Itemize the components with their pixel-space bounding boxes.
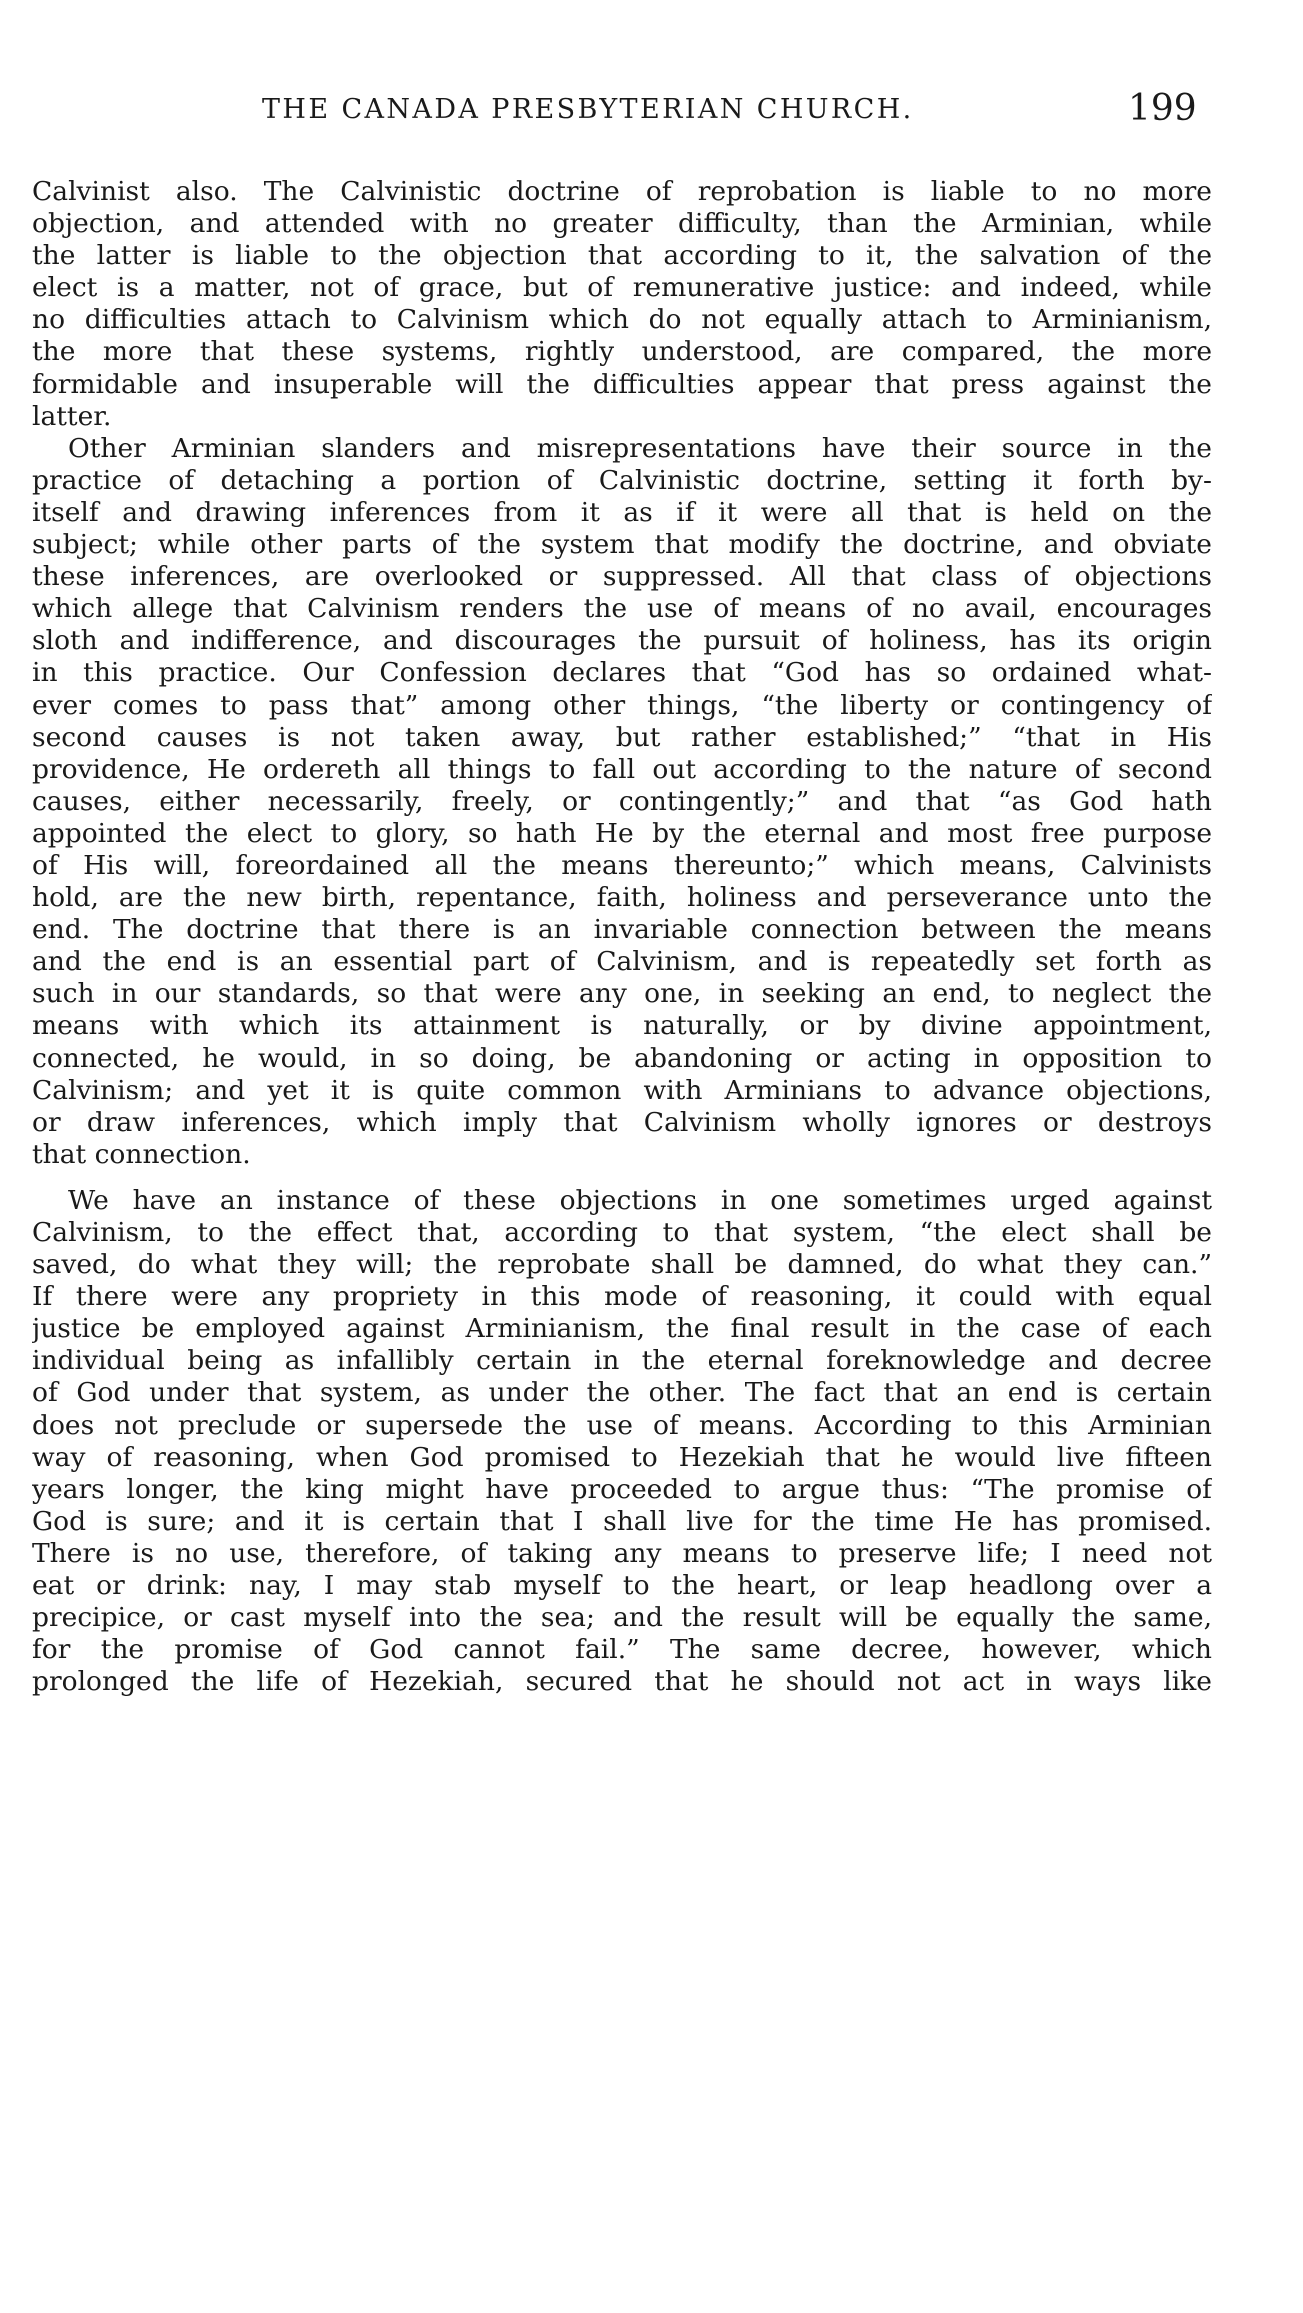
text-line: elect is a matter, not of grace, but of remunerative justice: and indeed, while xyxy=(32,272,1212,304)
text-line: practice of detaching a portion of Calvinistic doctrine, setting it forth by- xyxy=(32,464,1212,496)
text-line: these inferences, are overlooked or suppressed. All that class of objections xyxy=(32,561,1212,593)
page-number: 199 xyxy=(1128,88,1197,129)
text-line: If there were any propriety in this mode of reasoning, it could with equal xyxy=(32,1281,1212,1313)
paragraph-gap xyxy=(32,1171,1212,1185)
text-line: objection, and attended with no greater difficulty, than the Arminian, while xyxy=(32,208,1212,240)
text-line: does not preclude or supersede the use of means. According to this Arminian xyxy=(32,1409,1212,1441)
text-line: We have an instance of these objections in one sometimes urged against xyxy=(68,1184,1212,1216)
text-line: appointed the elect to glory, so hath He by the eternal and most free purpose xyxy=(32,817,1212,849)
text-line: the more that these systems, rightly understood, are compared, the more xyxy=(32,336,1212,368)
text-line: precipice, or cast myself into the sea; and the result will be equally the same, xyxy=(32,1602,1212,1634)
text-line: and the end is an essential part of Calvinism, and is repeatedly set forth as xyxy=(32,946,1212,978)
text-line: Calvinist also. The Calvinistic doctrine of reprobation is liable to no more xyxy=(32,176,1212,207)
text-line: There is no use, therefore, of taking any means to preserve life; I need not xyxy=(32,1537,1212,1569)
text-line: which allege that Calvinism renders the use of means of no avail, encourages xyxy=(32,593,1212,625)
body-text xyxy=(32,176,1212,1698)
text-line: causes, either necessarily, freely, or contingently;” and that “as God hath xyxy=(32,785,1212,817)
text-line: end. The doctrine that there is an invariable connection between the means xyxy=(32,914,1212,946)
paragraph-3 xyxy=(32,1185,1212,1699)
text-line: providence, He ordereth all things to fall out according to the nature of second xyxy=(32,753,1212,785)
running-head xyxy=(0,88,1303,138)
text-line: no difficulties attach to Calvinism which do not equally attach to Arminianism, xyxy=(32,304,1212,336)
text-line: individual being as infallibly certain in the eternal foreknowledge and decree xyxy=(32,1345,1212,1377)
text-line: that connection. xyxy=(32,1138,251,1170)
paragraph-1 xyxy=(32,176,1212,433)
text-line: of His will, foreordained all the means thereunto;” which means, Calvinists xyxy=(32,849,1212,881)
text-line: in this practice. Our Confession declares that “God has so ordained what- xyxy=(32,657,1212,689)
text-line: latter. xyxy=(32,400,112,432)
text-line: Calvinism; and yet it is quite common with Arminians to advance objections, xyxy=(32,1074,1212,1106)
text-line: itself and drawing inferences from it as if it were all that is held on the xyxy=(32,496,1212,528)
text-line: prolonged the life of Hezekiah, secured that he should not act in ways like xyxy=(32,1666,1212,1698)
text-line: second causes is not taken away, but rather established;” “that in His xyxy=(32,721,1212,753)
text-line: Other Arminian slanders and misrepresentations have their source in the xyxy=(68,432,1212,464)
text-line: Calvinism, to the effect that, according to that system, “the elect shall be xyxy=(32,1217,1212,1248)
running-title: THE CANADA PRESBYTERIAN CHURCH. xyxy=(262,94,914,125)
text-line: eat or drink: nay, I may stab myself to the heart, or leap headlong over a xyxy=(32,1570,1212,1602)
text-line: for the promise of God cannot fail.” The same decree, however, which xyxy=(32,1634,1212,1666)
text-line: subject; while other parts of the system that modify the doctrine, and obviate xyxy=(32,529,1212,561)
text-line: God is sure; and it is certain that I shall live for the time He has promised. xyxy=(32,1505,1212,1537)
text-line: of God under that system, as under the other. The fact that an end is certain xyxy=(32,1377,1212,1409)
text-line: connected, he would, in so doing, be abandoning or acting in opposition to xyxy=(32,1042,1212,1074)
text-line: formidable and insuperable will the difficulties appear that press against the xyxy=(32,368,1212,400)
text-line: saved, do what they will; the reprobate shall be damned, do what they can.” xyxy=(32,1249,1212,1281)
text-line: sloth and indifference, and discourages the pursuit of holiness, has its origin xyxy=(32,625,1212,657)
text-line: the latter is liable to the objection that according to it, the salvation of the xyxy=(32,240,1212,272)
text-line: ever comes to pass that” among other things, “the liberty or contingency of xyxy=(32,689,1212,721)
text-line: or draw inferences, which imply that Calvinism wholly ignores or destroys xyxy=(32,1106,1212,1138)
text-line: hold, are the new birth, repentance, faith, holiness and perseverance unto the xyxy=(32,882,1212,914)
paragraph-2 xyxy=(32,433,1212,1171)
text-line: way of reasoning, when God promised to Hezekiah that he would live fifteen xyxy=(32,1441,1212,1473)
text-line: means with which its attainment is naturally, or by divine appointment, xyxy=(32,1010,1212,1042)
text-line: justice be employed against Arminianism, the final result in the case of each xyxy=(32,1313,1212,1345)
text-line: years longer, the king might have proceeded to argue thus: “The promise of xyxy=(32,1473,1212,1505)
text-line: such in our standards, so that were any one, in seeking an end, to neglect the xyxy=(32,978,1212,1010)
